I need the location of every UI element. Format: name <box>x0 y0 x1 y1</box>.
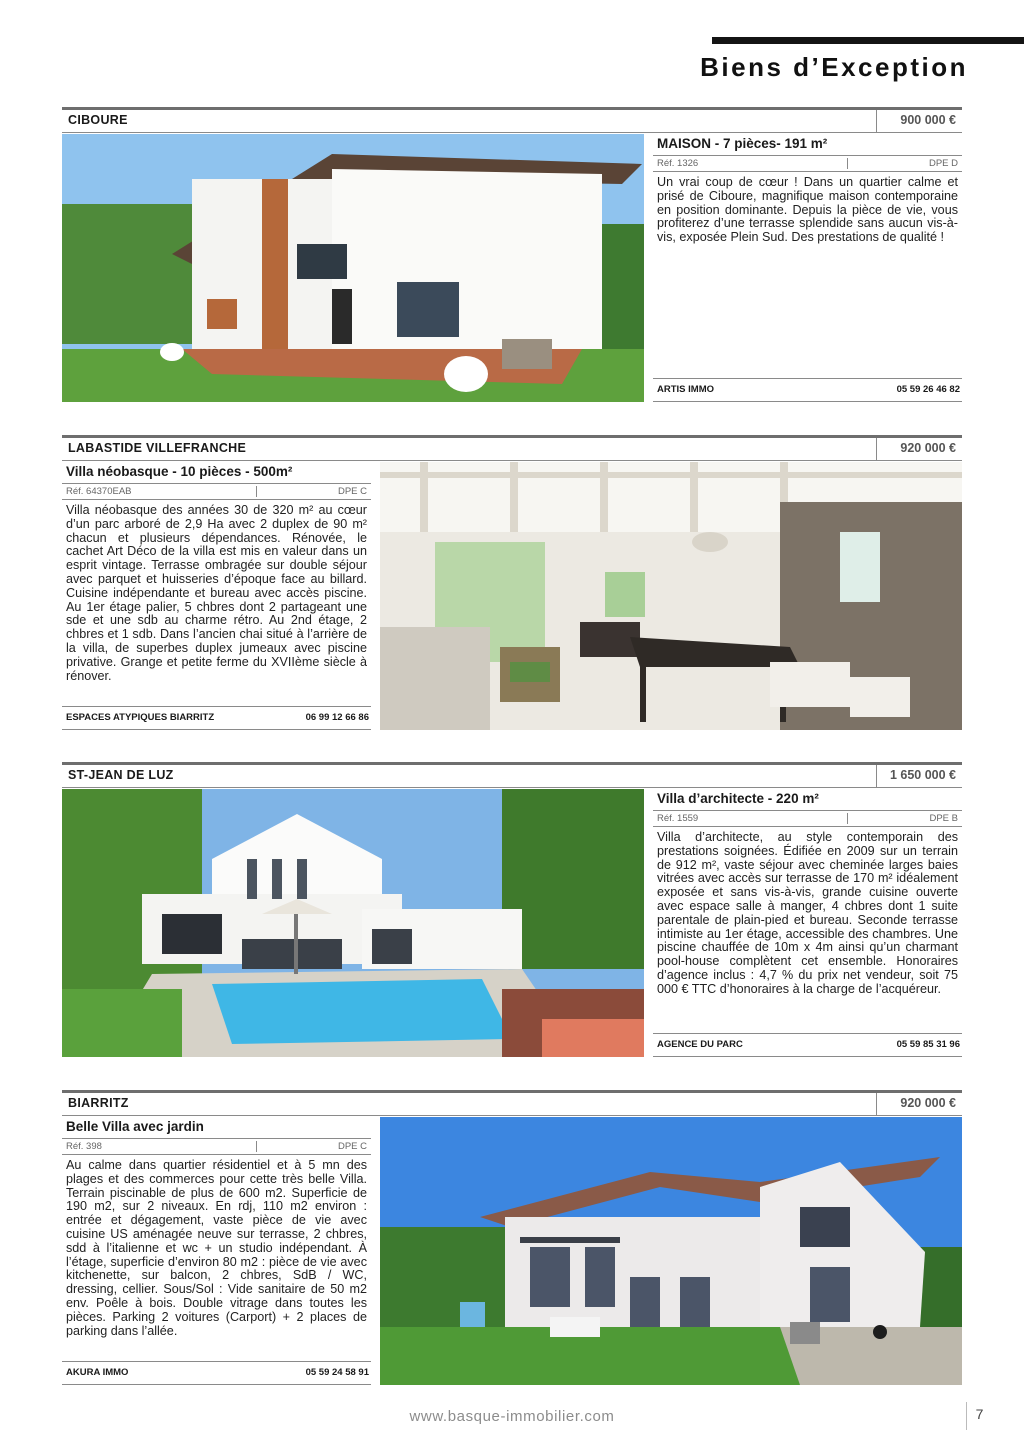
property-dpe: DPE D <box>847 158 958 169</box>
property-description: Un vrai coup de cœur ! Dans un quartier calme et prisé de Ciboure, magnifique maison contemporaine en position dominante. Depuis la pièce de vie, vous profiterez d’une terrasse splendide sans aucun vis-à-vis, exposée Plein Sud. Des prestations de qualité ! <box>657 175 958 245</box>
property-dpe: DPE C <box>256 1141 367 1152</box>
listing-info <box>62 1117 371 1385</box>
agency-row <box>62 706 371 730</box>
property-meta <box>653 156 962 172</box>
property-dpe: DPE B <box>847 813 958 824</box>
agency-phone: 05 59 85 31 96 <box>896 1039 960 1050</box>
interior-photo-illustration <box>380 462 962 730</box>
garden-villa-photo-illustration <box>380 1117 962 1385</box>
listing-price: 920 000 € <box>876 1093 962 1115</box>
footer-website-url: www.basque-immobilier.com <box>409 1408 615 1425</box>
listing-photo <box>380 1117 962 1385</box>
agency-name: ARTIS IMMO <box>657 384 714 395</box>
listing-info <box>653 134 962 402</box>
property-dpe: DPE C <box>256 486 367 497</box>
property-meta <box>653 811 962 827</box>
property-ref: Réf. 64370EAB <box>66 486 132 497</box>
listing-city: CIBOURE <box>68 113 128 127</box>
property-title: MAISON - 7 pièces- 191 m² <box>653 134 962 156</box>
listing-city: BIARRITZ <box>68 1096 129 1110</box>
property-ref: Réf. 398 <box>66 1141 102 1152</box>
agency-name: AGENCE DU PARC <box>657 1039 743 1050</box>
listing-title-row <box>62 435 962 461</box>
page-title: Biens d’Exception <box>700 52 968 82</box>
agency-phone: 05 59 26 46 82 <box>896 384 960 395</box>
agency-phone: 05 59 24 58 91 <box>305 1367 369 1378</box>
listing-ciboure <box>62 107 962 395</box>
page-number: 7 <box>966 1402 992 1430</box>
property-title: Villa néobasque - 10 pièces - 500m² <box>62 462 371 484</box>
listing-info <box>653 789 962 1057</box>
property-ref: Réf. 1326 <box>657 158 699 169</box>
property-description: Au calme dans quartier résidentiel et à 5 mn des plages et des commerces pour cette très belle Villa. Terrain piscinable de plus de 600 m2. Superficie de 190 m2, sur 2 niveaux. En rdj, 110 m2 environ : entrée et dégagement, vaste pièce de vie avec cuisine US aménagée neuve sur terrasse, 2 chbres, sdd à l’italienne et wc + un studio indépendant. À l’étage, superficie d’environ 80 m2 : pièce de vie avec kitchenette, sur balcon, 2 chbres, SdB / WC, dressing, cellier. Sous/Sol : Vide sanitaire de 50 m2 env. Poêle à bois. Double vitrage dans toutes les pièces. Parking 2 voitures (Carport) + 2 places de parking dans l’allée. <box>66 1158 367 1338</box>
property-ref: Réf. 1559 <box>657 813 699 824</box>
property-description: Villa d’architecte, au style contemporain des prestations soignées. Édifiée en 2009 sur un terrain de 912 m², vaste séjour avec cheminée larges baies vitrées avec accès sur terrasse de 170 m² idéalement exposée et sans vis-à-vis, grande cuisine ouverte avec espace salle à manger, 4 chbres dont 1 suite parentale de plain-pied et bureau. Seconde terrasse intimiste au 1er étage, accessible des chambres. Une piscine chauffée de 10m x 4m ainsi qu’un charmant pool-house complètent cet ensemble. Honoraires d’agence inclus : 4,7 % du prix net vendeur, soit 75 000 € TTC d’honoraires à la charge de l’acquéreur. <box>657 830 958 996</box>
agency-phone: 06 99 12 66 86 <box>305 712 369 723</box>
listing-st-jean-de-luz <box>62 762 962 1050</box>
listing-photo <box>62 789 644 1057</box>
agency-name: AKURA IMMO <box>66 1367 129 1378</box>
listing-title-row <box>62 107 962 133</box>
agency-row <box>653 378 962 402</box>
property-title: Villa d’architecte - 220 m² <box>653 789 962 811</box>
house-photo-illustration <box>62 134 644 402</box>
listing-title-row <box>62 1090 962 1116</box>
header-bar <box>712 37 1024 44</box>
listing-price: 920 000 € <box>876 438 962 460</box>
property-title: Belle Villa avec jardin <box>62 1117 371 1139</box>
listing-city: ST-JEAN DE LUZ <box>68 768 174 782</box>
pool-villa-photo-illustration <box>62 789 644 1057</box>
agency-row <box>62 1361 371 1385</box>
agency-row <box>653 1033 962 1057</box>
property-meta <box>62 1139 371 1155</box>
listing-biarritz <box>62 1090 962 1378</box>
listing-photo <box>380 462 962 730</box>
property-meta <box>62 484 371 500</box>
listing-city: LABASTIDE VILLEFRANCHE <box>68 441 247 455</box>
listing-price: 1 650 000 € <box>876 765 962 787</box>
listing-price: 900 000 € <box>876 110 962 132</box>
listing-labastide <box>62 435 962 723</box>
listing-photo <box>62 134 644 402</box>
agency-name: ESPACES ATYPIQUES BIARRITZ <box>66 712 215 723</box>
listing-title-row <box>62 762 962 788</box>
listing-info <box>62 462 371 730</box>
property-description: Villa néobasque des années 30 de 320 m² au cœur d’un parc arboré de 2,9 Ha avec 2 duplex de 90 m² chacun et plusieurs dépendances. Rénovée, le cachet Art Déco de la villa est mis en valeur dans un esprit vintage. Terrasse ombragée sur double séjour avec parquet et huisseries d’époque face au billard. Cuisine indépendante et bureau avec accès piscine. Au 1er étage palier, 5 chbres dont 2 partageant une sde et une sdb au charme rétro. Au 2nd étage, 2 chbres et 1 sdb. Dans l’ancien chai situé à l’arrière de la villa, de superbes duplex jumeaux avec piscine privative. Grange et petite ferme du XVIIème siècle à rénover. <box>66 503 367 683</box>
